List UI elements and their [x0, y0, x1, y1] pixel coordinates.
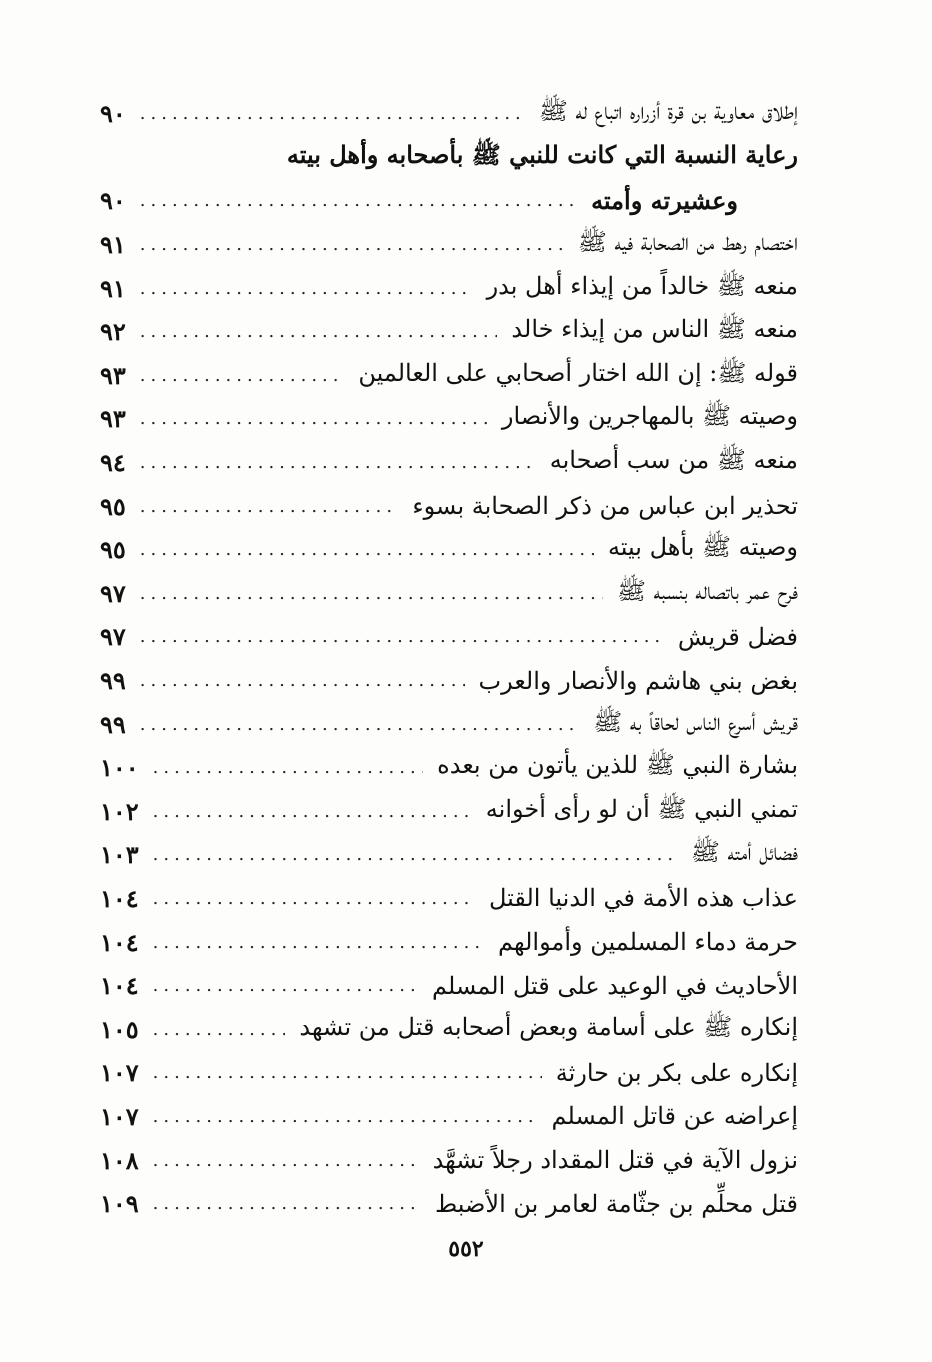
- entry-title: نزول الآية في قتل المقداد رجلاً تشهَّد: [432, 1146, 798, 1175]
- heading-title: رعاية النسبة التي كانت للنبي ﷺ بأصحابه وأهل بيته: [286, 139, 798, 169]
- entry-title: تحذير ابن عباس من ذكر الصحابة بسوء: [412, 492, 798, 521]
- entry-title: اختصام رهط من الصحابة فيه ﷺ: [577, 228, 798, 257]
- entry-page: ٩٠: [100, 186, 126, 216]
- entry-title: منعه ﷺ خالداً من إيذاء أهل بدر: [486, 271, 798, 300]
- dot-leader: [140, 190, 577, 211]
- dot-leader: [140, 583, 603, 604]
- toc-entry: [100, 1182, 798, 1226]
- toc-entry: [100, 354, 798, 398]
- entry-title: فضائل أمته ﷺ: [690, 838, 798, 867]
- entry-page: ١٠٣: [100, 840, 139, 870]
- dot-leader: [153, 844, 677, 865]
- toc-entry: [100, 702, 798, 746]
- entry-title: تمني النبي ﷺ أن لو رأى أخوانه: [485, 794, 798, 823]
- entry-page: ١٠٤: [100, 971, 139, 1001]
- entry-page: ٩٩: [100, 709, 126, 739]
- entry-page: ١٠٥: [100, 1014, 139, 1044]
- dot-leader: [140, 452, 536, 473]
- heading-title-continued: وعشيرته وأمته: [591, 186, 738, 216]
- entry-page: ٩٢: [100, 317, 126, 347]
- entry-title: منعه ﷺ من سب أصحابه: [549, 446, 798, 475]
- dot-leader: [140, 278, 473, 299]
- dot-leader: [140, 626, 664, 647]
- entry-page: ١٠٤: [100, 927, 139, 957]
- toc-entry: [100, 223, 798, 267]
- toc-entry: [100, 964, 798, 1008]
- entry-page: ٩٥: [100, 535, 126, 565]
- toc-entry: [100, 484, 798, 528]
- toc-heading: [100, 136, 798, 180]
- entry-page: ١٠٧: [100, 1101, 139, 1131]
- entry-title: وصيته ﷺ بالمهاجرين والأنصار: [501, 402, 798, 431]
- dot-leader: [153, 1019, 286, 1040]
- toc-entry: [100, 310, 798, 354]
- entry-title: بشارة النبي ﷺ للذين يأتون من بعده: [437, 751, 798, 780]
- dot-leader: [153, 932, 484, 953]
- entry-page: ١٠٠: [100, 753, 139, 783]
- toc-entry: [100, 441, 798, 485]
- dot-leader: [153, 975, 418, 996]
- entry-title: منعه ﷺ الناس من إيذاء خالد: [511, 315, 798, 344]
- entry-page: ٩٥: [100, 491, 126, 521]
- entry-page: ٩٠: [100, 99, 126, 129]
- entry-title: قريش أسرع الناس لحاقاً به ﷺ: [593, 707, 798, 736]
- toc-entry: [100, 528, 798, 572]
- dot-leader: [153, 888, 475, 909]
- toc-entry: [100, 397, 798, 441]
- dot-leader: [140, 714, 580, 735]
- entry-page: ١٠٩: [100, 1189, 139, 1219]
- entry-page: ٩٣: [100, 404, 126, 434]
- entry-title: الأحاديث في الوعيد على قتل المسلم: [432, 971, 798, 1000]
- entry-title: إطلاق معاوية بن قرة أزراره اتباع له ﷺ: [538, 97, 798, 126]
- toc-entry: [100, 746, 798, 790]
- entry-page: ٩٧: [100, 622, 126, 652]
- toc-entry: [100, 920, 798, 964]
- toc-entry: [100, 92, 798, 136]
- toc-entry: [100, 1138, 798, 1182]
- dot-leader: [140, 539, 594, 560]
- toc-entry: [100, 572, 798, 616]
- toc-entry: [100, 833, 798, 877]
- dot-leader: [153, 1150, 419, 1171]
- entry-title: بغض بني هاشم والأنصار والعرب: [478, 666, 798, 695]
- toc-entry: [100, 790, 798, 834]
- entry-title: إعراضه عن قاتل المسلم: [551, 1102, 798, 1131]
- entry-page: ٩٧: [100, 578, 126, 608]
- entry-title: قتل محلِّم بن جثّامة لعامر بن الأضبط: [435, 1189, 798, 1218]
- entry-title: قوله ﷺ: إن الله اختار أصحابي على العالمين: [358, 358, 798, 387]
- dot-leader: [153, 1106, 538, 1127]
- entry-title: عذاب هذه الأمة في الدنيا القتل: [488, 884, 798, 913]
- toc-entry: [100, 1007, 798, 1051]
- entry-page: ٩٩: [100, 666, 126, 696]
- toc-entry: [100, 659, 798, 703]
- entry-page: ٩١: [100, 230, 126, 260]
- entry-page: ٩٤: [100, 448, 126, 478]
- dot-leader: [153, 1062, 542, 1083]
- entry-page: ١٠٧: [100, 1058, 139, 1088]
- entry-title: وصيته ﷺ بأهل بيته: [607, 533, 798, 562]
- entry-title: فضل قريش: [677, 622, 798, 651]
- toc-entry: [100, 615, 798, 659]
- toc-entry: [100, 877, 798, 921]
- entry-title: فرح عمر باتصاله بنسبه ﷺ: [616, 576, 798, 605]
- dot-leader: [140, 103, 525, 124]
- dot-leader: [140, 321, 498, 342]
- entry-page: ٩١: [100, 273, 126, 303]
- dot-leader: [153, 801, 472, 822]
- toc-heading-continued: [100, 179, 798, 223]
- page-number: ٥٥٢: [448, 1236, 484, 1262]
- entry-page: ١٠٢: [100, 796, 139, 826]
- toc-entry: [100, 1051, 798, 1095]
- table-of-contents: [100, 92, 798, 1225]
- dot-leader: [153, 1193, 421, 1214]
- entry-page: ١٠٨: [100, 1145, 139, 1175]
- toc-entry: [100, 266, 798, 310]
- dot-leader: [140, 408, 488, 429]
- dot-leader: [140, 234, 564, 255]
- dot-leader: [140, 496, 399, 517]
- entry-title: إنكاره على بكر بن حارثة: [555, 1058, 798, 1087]
- entry-title: إنكاره ﷺ على أسامة وبعض أصحابه قتل من تشهد: [299, 1012, 798, 1041]
- dot-leader: [153, 757, 423, 778]
- entry-page: ٩٣: [100, 360, 126, 390]
- dot-leader: [140, 365, 345, 386]
- entry-title: حرمة دماء المسلمين وأموالهم: [498, 928, 798, 957]
- toc-entry: [100, 1095, 798, 1139]
- dot-leader: [140, 670, 465, 691]
- entry-page: ١٠٤: [100, 883, 139, 913]
